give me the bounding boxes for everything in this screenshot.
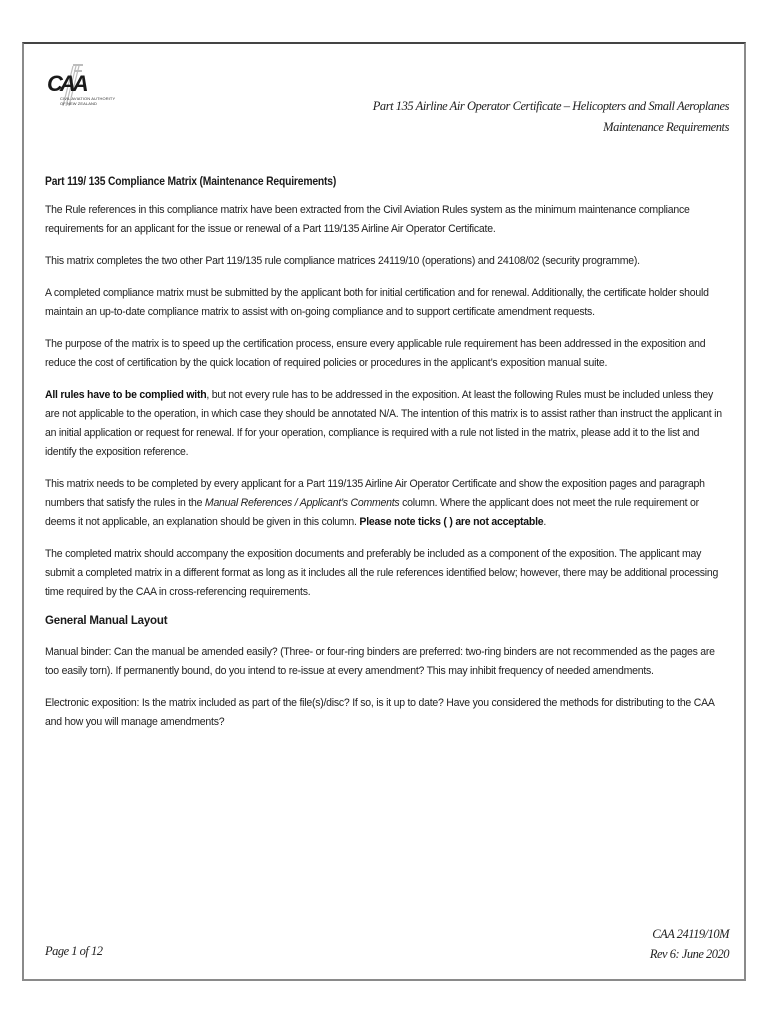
logo-subtext-line2: OF NEW ZEALAND — [60, 101, 97, 106]
document-body — [45, 174, 730, 745]
paragraph-manual-binder — [45, 643, 730, 681]
logo-subtext — [60, 96, 115, 106]
instructions-end: . — [543, 516, 547, 528]
paragraph-related-matrices — [45, 252, 730, 271]
page-title: Part 119/ 135 Compliance Matrix (Maintenance Requirements) — [45, 174, 337, 188]
paragraph-submission-text: A completed compliance matrix must be submitted by the applicant both for initial certification and for renewal. Additionally, the certificate holder should maintain an up-to-date compliance matrix to assist with on-going compliance and to support certificate amendment requests. — [45, 287, 709, 318]
paragraph-format-text: The completed matrix should accompany the exposition documents and preferably be included as a component of the exposition. The applicant may submit a completed matrix in a different format as long as it includes all the rule references identified below; however, there may be additional processing time required by the CAA in cross-referencing requirements. — [45, 548, 719, 598]
svg-text:CAA: CAA — [47, 71, 86, 96]
paragraph-electronic-exposition-text: Electronic exposition: Is the matrix included as part of the file(s)/disc? If so, is it up to date? Have you considered the methods for distributing to the CAA and how you will manage amendments? — [45, 697, 715, 728]
instructions-part1: This matrix needs to be completed by every applicant for a Part 119/135 Airline Air Operator Certificate and show the exposition pages and paragraph numbers that satisfy the rules in the — [45, 478, 705, 509]
section-heading-manual-layout: General Manual Layout — [45, 615, 168, 627]
paragraph-intro — [45, 201, 730, 239]
paragraph-submission — [45, 284, 730, 322]
compliance-emphasis: All rules have to be complied with — [45, 389, 207, 401]
document-header-title — [373, 96, 729, 138]
revision-date: Rev 6: June 2020 — [649, 947, 729, 961]
compliance-rest: , but not every rule has to be addressed in the exposition. At least the following Rules must be included unless they are not applicable to the operation, in which case they should be annotated N/A. The intention of this matrix is to assist rather than instruct the applicant in an initial application or request for renewal. If for your operation, compliance is required with a rule not listed in the matrix, please add it to the list and identify the exposition reference. — [45, 389, 722, 458]
document-footer-id — [650, 924, 729, 964]
column-name-reference: Manual References / Applicant’s Comments — [204, 497, 400, 509]
paragraph-related-matrices-text: This matrix completes the two other Part 119/135 rule compliance matrices 24119/10 (operations) and 24108/02 (security programme). — [45, 255, 640, 267]
form-number: CAA 24119/10M — [652, 927, 729, 941]
header-title-line1: Part 135 Airline Air Operator Certificate – Helicopters and Small Aeroplanes — [372, 99, 729, 113]
instructions-part2: column. Where the applicant does not meet the rule requirement or deems it not applicable, an explanation should be given in this column. — [45, 497, 699, 528]
paragraph-format — [45, 545, 730, 602]
header-title-line2: Maintenance Requirements — [603, 120, 729, 134]
paragraph-instructions — [45, 475, 730, 532]
page-number: Page 1 of 12 — [45, 944, 103, 958]
paragraph-compliance — [45, 386, 730, 462]
logo-subtext-line1: CIVIL AVIATION AUTHORITY — [60, 96, 116, 101]
paragraph-electronic-exposition — [45, 694, 730, 732]
paragraph-purpose-text: The purpose of the matrix is to speed up the certification process, ensure every applicable rule requirement has been addressed in the exposition and reduce the cost of certification by the quick location of required policies or procedures in the applicant’s exposition manual suite. — [45, 338, 706, 369]
paragraph-compliance-text — [45, 386, 730, 462]
paragraph-intro-text: The Rule references in this compliance matrix have been extracted from the Civil Aviation Rules system as the minimum maintenance compliance requirements for an applicant for the issue or renewal of a Part 119/135 Airline Air Operator Certificate. — [45, 204, 690, 235]
ticks-warning: Please note ticks ( ) are not acceptable — [359, 516, 544, 528]
paragraph-instructions-text — [45, 475, 730, 532]
paragraph-purpose — [45, 335, 730, 373]
paragraph-manual-binder-text: Manual binder: Can the manual be amended easily? (Three- or four-ring binders are preferred: two-ring binders are not recommended as the pages are too easily torn). If permanently bound, do you intend to re-issue at every amendment? This may inhibit frequency of needed amendments. — [45, 646, 715, 677]
